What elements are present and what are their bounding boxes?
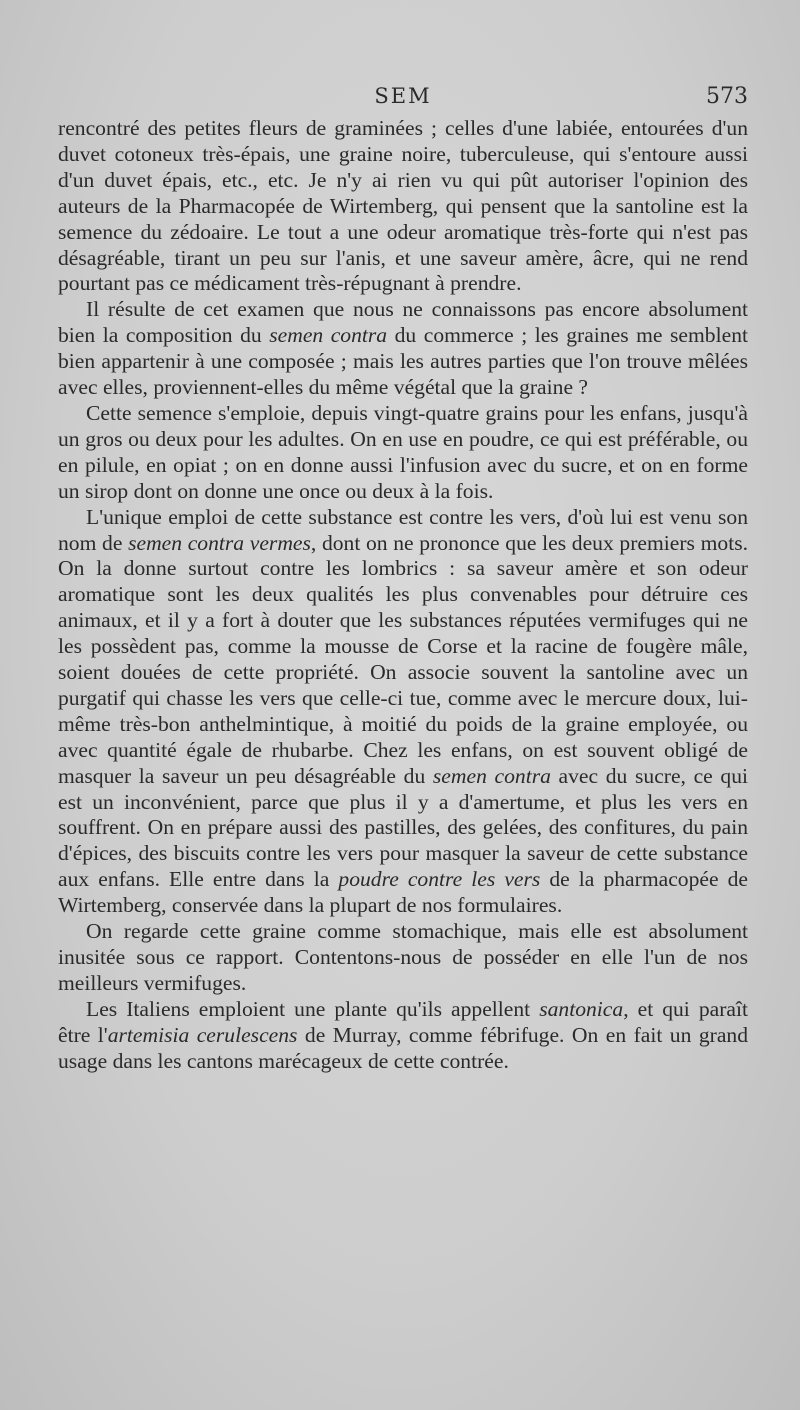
body-text xyxy=(58,116,748,1075)
text-run: Il résulte de cet examen que nous ne connaissons pas encore absolument bien la composition du xyxy=(58,297,748,348)
paragraph xyxy=(58,297,748,401)
text-run: de Murray, comme fébrifuge. On en fait un grand usage dans les cantons marécageux de cette contrée. xyxy=(58,1022,748,1073)
text-run: Cette semence s'emploie, depuis vingt-quatre grains pour les enfans, jusqu'à un gros ou deux pour les adultes. On en use en poudre, ce qui est préférable, ou en pilule, en opiat ; on en donne aussi l'infusion avec du sucre, et on en forme un sirop dont on donne une once ou deux à la fois. xyxy=(58,400,748,503)
text-run: , dont on ne prononce que les deux premiers mots. On la donne surtout contre les lombrics : sa saveur amère et son odeur aromatique sont les deux qualités les plus convenables pour détruire ces animaux, et il y a fort à douter que les substances réputées vermifuges qui ne les possèdent pas, comme la mousse de Corse et la racine de fougère mâle, soient douées de cette propriété. On associe souvent la santoline avec un purgatif qui chasse les vers que celle-ci tue, comme avec le mercure doux, lui-même très-bon anthelmintique, à moitié du poids de la graine employée, ou avec quantité égale de rhubarbe. Chez les enfans, on est souvent obligé de masquer la saveur un peu désagréable du xyxy=(58,530,748,788)
text-run: de la pharmacopée de Wirtemberg, conservée dans la plupart de nos formulaires. xyxy=(58,867,748,918)
text-run: On regarde cette graine comme stomachique, mais elle est absolument inusitée sous ce rapport. Contentons-nous de posséder en elle l'un de nos meilleurs vermifuges. xyxy=(58,919,748,995)
text-run: rencontré des petites fleurs de graminées ; celles d'une labiée, entourées d'un duvet cotoneux très-épais, une graine noire, tuberculeuse, qui s'entoure aussi d'un duvet épais, etc., etc. Je n'y ai rien vu qui pût autoriser l'opinion des auteurs de la Pharmacopée de Wirtemberg, qui pensent que la santoline est la semence du zédoaire. Le tout a une odeur aromatique très-forte qui n'est pas désagréable, tirant un peu sur l'anis, et une saveur amère, âcre, qui ne rend pourtant pas ce médicament très-répugnant à prendre. xyxy=(58,116,748,296)
italic-term: semen contra xyxy=(269,323,388,348)
paragraph xyxy=(58,919,748,997)
page-number: 573 xyxy=(706,84,748,109)
paragraph xyxy=(58,505,748,920)
paragraph xyxy=(58,997,748,1075)
text-run: , et qui paraît être l' xyxy=(58,996,748,1047)
paragraph xyxy=(58,401,748,505)
text-run: Les Italiens emploient une plante qu'ils appellent xyxy=(86,996,540,1021)
italic-term: semen contra vermes xyxy=(128,530,311,555)
text-run: avec du sucre, ce qui est un inconvénient, parce que plus il y a d'amertume, et plus les vers en souffrent. On en prépare aussi des pastilles, des gelées, des confitures, du pain d'épices, des biscuits contre les vers pour masquer la saveur de cette substance aux enfans. Elle entre dans la xyxy=(58,763,749,892)
italic-term: semen contra xyxy=(432,763,551,788)
text-run: L'unique emploi de cette substance est contre les vers, d'où lui est venu son nom de xyxy=(58,504,748,555)
running-head: SEM xyxy=(374,84,432,108)
text-run: du commerce ; les graines me semblent bien appartenir à une composée ; mais les autres parties que l'on trouve mêlées avec elles, proviennent-elles du même végétal que la graine ? xyxy=(58,323,748,400)
paragraph xyxy=(58,116,748,297)
italic-term: santonica xyxy=(539,996,624,1021)
page-header xyxy=(58,84,748,114)
italic-term: poudre contre les vers xyxy=(338,867,541,892)
italic-term: artemisia cerulescens xyxy=(107,1022,298,1047)
